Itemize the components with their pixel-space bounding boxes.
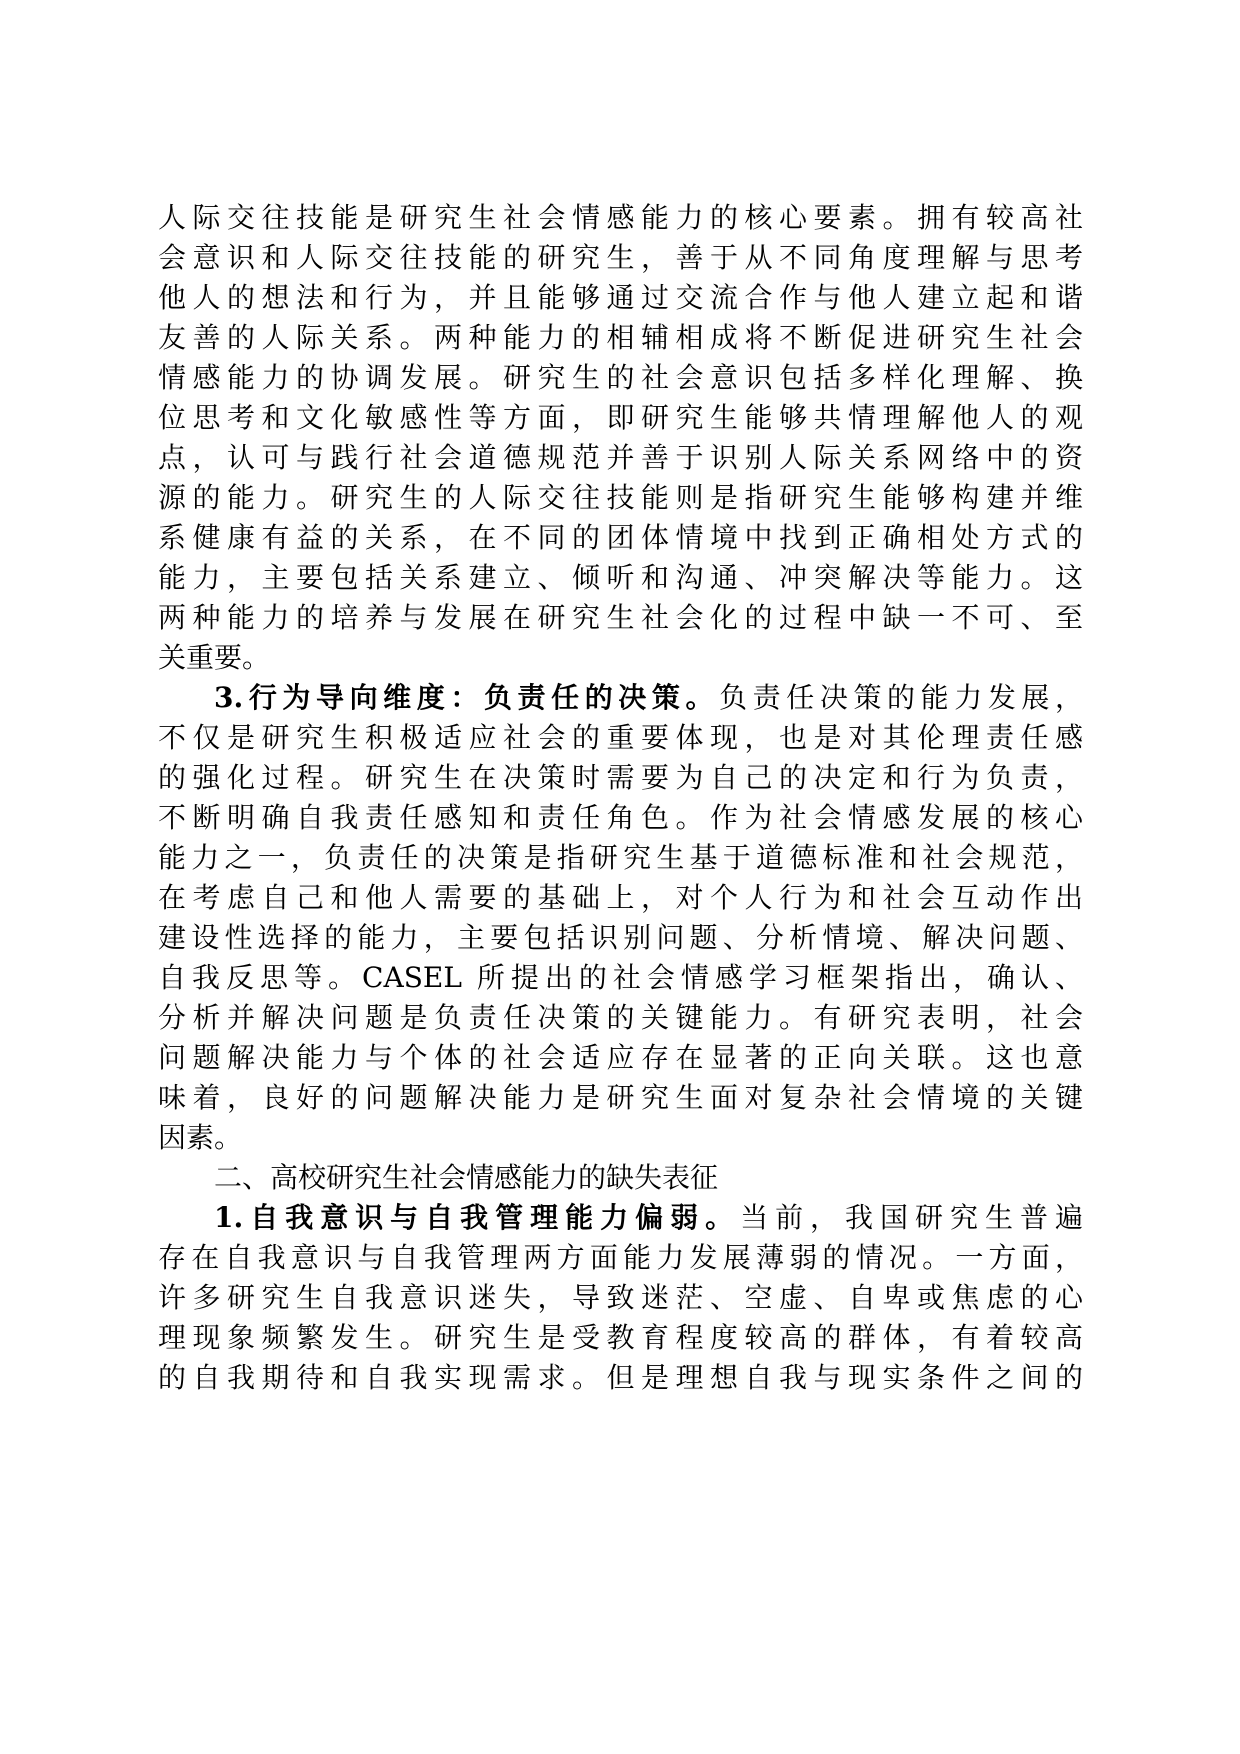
text-line: 情感能力的协调发展。研究生的社会意识包括多样化理解、换 <box>158 361 1083 394</box>
text-line: 在考虑自己和他人需要的基础上，对个人行为和社会互动作出 <box>158 881 1083 914</box>
text-line: 源的能力。研究生的人际交往技能则是指研究生能够构建并维 <box>158 481 1083 514</box>
text-line: 关重要。 <box>158 641 271 674</box>
document-body <box>158 198 1083 1398</box>
text-line: 他人的想法和行为，并且能够通过交流合作与他人建立起和谐 <box>158 281 1083 314</box>
paragraph-first-line-text: 当前，我国研究生普遍 <box>740 1201 1083 1234</box>
text-line: 友善的人际关系。两种能力的相辅相成将不断促进研究生社会 <box>158 321 1083 354</box>
text-line: 系健康有益的关系，在不同的团体情境中找到正确相处方式的 <box>158 521 1083 554</box>
text-line: 两种能力的培养与发展在研究生社会化的过程中缺一不可、至 <box>158 601 1083 634</box>
text-line: 问题解决能力与个体的社会适应存在显著的正向关联。这也意 <box>158 1041 1083 1074</box>
text-line: 许多研究生自我意识迷失，导致迷茫、空虚、自卑或焦虑的心 <box>158 1281 1083 1314</box>
text-line: 的自我期待和自我实现需求。但是理想自我与现实条件之间的 <box>158 1361 1083 1394</box>
text-line: 存在自我意识与自我管理两方面能力发展薄弱的情况。一方面， <box>158 1241 1083 1274</box>
text-line: 点，认可与践行社会道德规范并善于识别人际关系网络中的资 <box>158 441 1083 474</box>
paragraph-heading: 1.自我意识与自我管理能力偏弱。 <box>214 1201 741 1234</box>
text-line: 的强化过程。研究生在决策时需要为自己的决定和行为负责， <box>158 761 1083 794</box>
paragraph-first-line-text: 负责任决策的能力发展， <box>719 681 1083 714</box>
text-line: 理现象频繁发生。研究生是受教育程度较高的群体，有着较高 <box>158 1321 1083 1354</box>
text-line: 不断明确自我责任感知和责任角色。作为社会情感发展的核心 <box>158 801 1083 834</box>
text-line: 人际交往技能是研究生社会情感能力的核心要素。拥有较高社 <box>158 201 1083 234</box>
text-line: 分析并解决问题是负责任决策的关键能力。有研究表明，社会 <box>158 1001 1083 1034</box>
paragraph-heading: 3.行为导向维度：负责任的决策。 <box>214 681 720 714</box>
text-line: 会意识和人际交往技能的研究生，善于从不同角度理解与思考 <box>158 241 1083 274</box>
paragraph-3 <box>158 1198 1083 1398</box>
paragraph-1 <box>158 198 1083 678</box>
text-line: 自我反思等。CASEL 所提出的社会情感学习框架指出，确认、 <box>158 961 1083 994</box>
text-line: 建设性选择的能力，主要包括识别问题、分析情境、解决问题、 <box>158 921 1083 954</box>
text-line: 位思考和文化敏感性等方面，即研究生能够共情理解他人的观 <box>158 401 1083 434</box>
paragraph-2 <box>158 678 1083 1158</box>
text-line: 能力，主要包括关系建立、倾听和沟通、冲突解决等能力。这 <box>158 561 1083 594</box>
paragraph-first-line <box>158 678 1083 718</box>
section-heading: 二、高校研究生社会情感能力的缺失表征 <box>214 1161 719 1194</box>
text-line: 味着，良好的问题解决能力是研究生面对复杂社会情境的关键 <box>158 1081 1083 1114</box>
text-line: 能力之一，负责任的决策是指研究生基于道德标准和社会规范， <box>158 841 1083 874</box>
paragraph-first-line <box>158 1198 1083 1238</box>
text-line: 因素。 <box>158 1121 243 1154</box>
text-line: 不仅是研究生积极适应社会的重要体现，也是对其伦理责任感 <box>158 721 1083 754</box>
